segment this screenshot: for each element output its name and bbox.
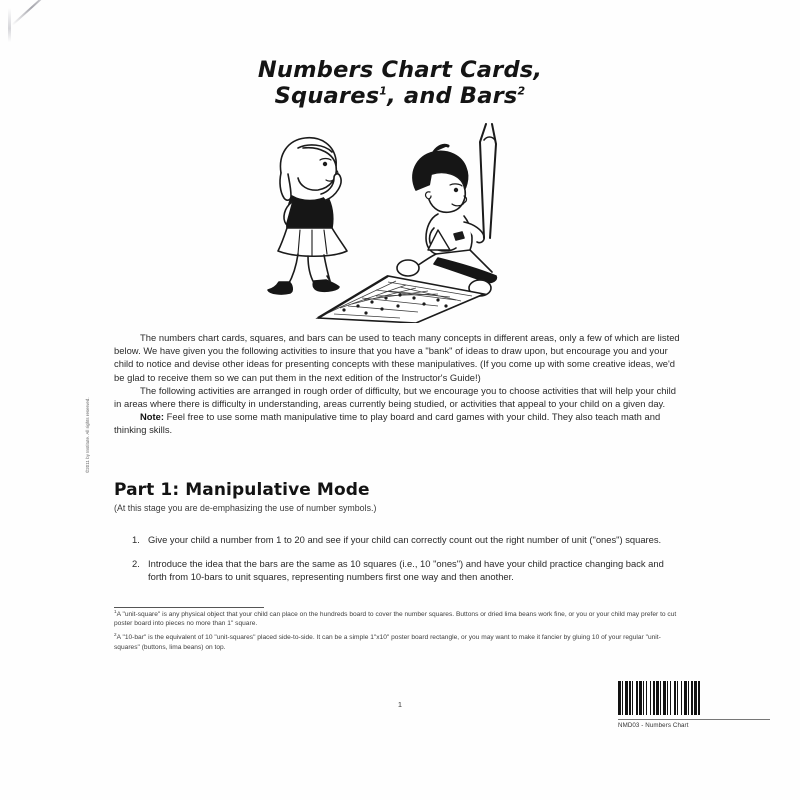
title-line-1: Numbers Chart Cards, [257, 57, 543, 83]
barcode-block [618, 681, 770, 729]
list-item [114, 533, 682, 546]
page-number: 1 [397, 700, 403, 709]
note-text: Feel free to use some math manipulative time to play board and card games with your child. They also teach math and thinking skills. [114, 411, 661, 436]
footnote-1 [114, 610, 682, 628]
part-heading: Part 1: Manipulative Mode [114, 480, 370, 500]
hundreds-board-graphic [318, 276, 484, 323]
step-number: 1. [132, 534, 140, 545]
footnote-1-marker: 1 [114, 608, 117, 614]
footnote-2 [114, 633, 682, 651]
footnotes-block [114, 610, 682, 657]
footnote-marker-1: 1 [379, 84, 388, 98]
footnote-2-text: A "10-bar" is the equivalent of 10 "unit-squares" placed side-to-side. It can be a simple 1"x10" poster board rectangle, or you may want to make it fancier by gluing 10 of your regular "unit-squares" (buttons, lima beans) on top. [114, 634, 661, 651]
body-paragraph-2: The following activities are arranged in rough order of difficulty, but we encourage you to choose activities that will help your child in areas where there is difficulty in understanding, areas currently being studied, or activities that appeal to your child on a given day. [114, 384, 676, 410]
title-line-2 [0, 83, 800, 109]
footnote-separator [114, 607, 264, 608]
step-text: Introduce the idea that the bars are the same as 10 squares (i.e., 10 "ones") and have your child practice changing back and forth from 10-bars to unit squares, representing numbers first one way and then another. [148, 558, 664, 582]
barcode-bar [700, 681, 701, 715]
step-text: Give your child a number from 1 to 20 and see if your child can correctly count out the right number of unit ("ones") squares. [148, 534, 662, 545]
vertical-copyright-text: ©2011 by Institute. All rights reserved. [85, 397, 90, 473]
page-title [0, 57, 800, 109]
footnote-1-text: A "unit-square" is any physical object that your child can place on the hundreds board to cover the number squares. Buttons or dried lima beans work fine, or you or your child may prefer to cut poster board into pieces no more than 1" square. [114, 611, 677, 628]
title-squares-text: Squares [274, 83, 380, 109]
step-number: 2. [132, 558, 140, 569]
scan-artifact [8, 6, 60, 46]
vertical-copyright [85, 328, 102, 473]
body-text-block [114, 331, 682, 437]
barcode-graphic [618, 681, 770, 715]
children-illustration [248, 118, 516, 323]
note-label: Note: [140, 411, 165, 423]
body-paragraph-3 [114, 410, 682, 436]
activity-steps-list [114, 533, 682, 594]
footnote-marker-2: 2 [517, 84, 526, 98]
body-paragraph-1: The numbers chart cards, squares, and bars can be used to teach many concepts in different areas, only a few of which are listed below. We have given you the following activities to insure that you have a "bank" of ideas to draw upon, but encourage you and your child to notice and devise other ideas for presenting concepts with these manipulatives. (If you come up with some creative ideas, we'd be glad to receive them so we can put them in the next edition of the Instructor's Guide!) [114, 332, 680, 383]
title-bars-text: , and Bars [387, 83, 518, 109]
list-item [114, 557, 682, 583]
footnote-2-marker: 2 [114, 632, 117, 638]
barcode-label: NMD03 - Numbers Chart [618, 719, 770, 729]
part-subheading: (At this stage you are de-emphasizing the use of number symbols.) [114, 503, 377, 513]
